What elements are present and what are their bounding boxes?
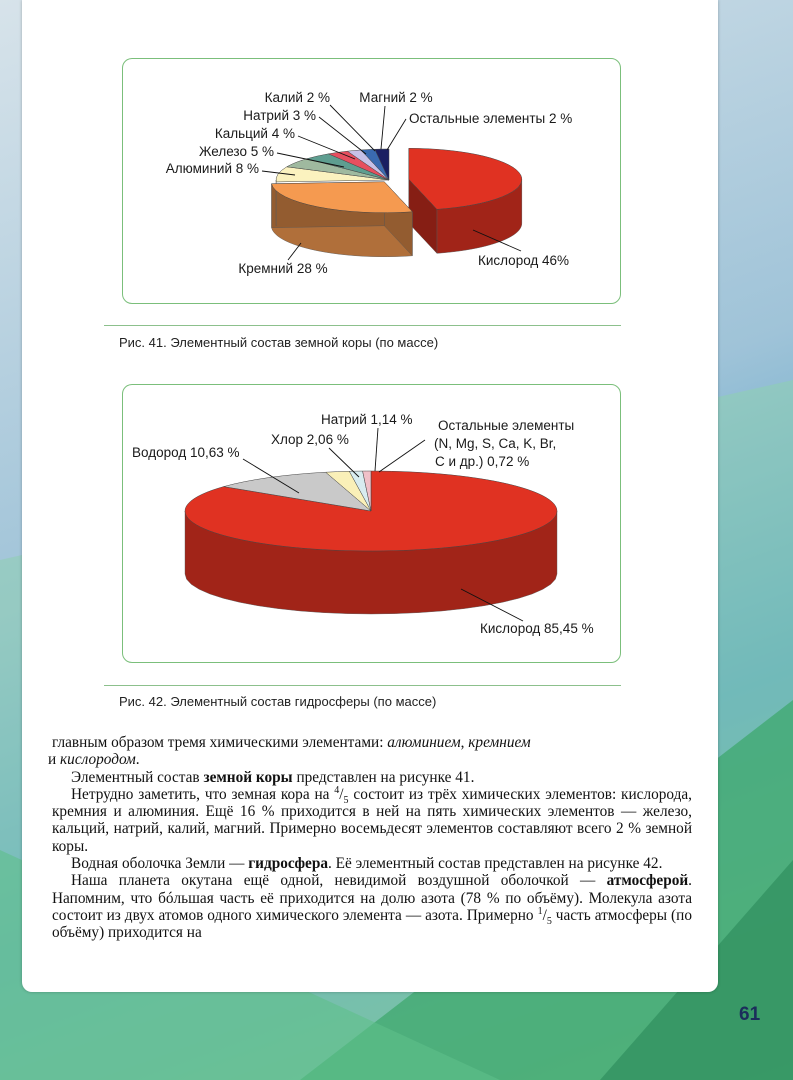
label-kremniy: Кремний 28 % <box>238 261 328 276</box>
figure-41-caption: Рис. 41. Элементный состав земной коры (по массе) <box>119 335 439 350</box>
label-alyuminiy: Алюминий 8 % <box>165 161 259 176</box>
leader-kremniy <box>288 243 301 260</box>
label-vodorod: Водород 10,63 % <box>132 445 240 460</box>
figure-41-pie-chart <box>123 59 620 303</box>
figure-42-caption: Рис. 42. Элементный состав гидросферы (по массе) <box>119 694 437 709</box>
body-text <box>48 734 692 942</box>
paragraph-3: Нетрудно заметить, что земная кора на $^4/_5$ состоит из трёх химических элементов: кислорода, кремния и алюминия. Ещё 16 % приходится в ней на пять химических элементов — железо, кальций, натрий, калий, магний. Примерно восемьдесят элементов составляют всего 2 % земной коры. <box>52 784 692 855</box>
leader-ostalnye <box>387 119 406 150</box>
leader-natriy-hydro <box>375 428 378 471</box>
label-kislorod-hydro: Кислород 85,45 % <box>480 621 594 636</box>
leader-natriy <box>319 117 366 154</box>
page-number: 61 <box>739 1004 761 1025</box>
leader-kaliy <box>330 105 375 151</box>
paragraph-2: Элементный состав земной коры представлен на рисунке 41. <box>71 768 475 786</box>
label-natriy-hydro: Натрий 1,14 % <box>321 412 413 427</box>
leader-ostalnye-hydro <box>379 440 425 472</box>
figure-42-box <box>122 384 621 663</box>
label-kaltsiy: Кальций 4 % <box>214 126 295 141</box>
paragraph-4: Водная оболочка Земли — гидросфера. Её элементный состав представлен на рисунке 42. <box>71 855 663 873</box>
pie-tops <box>185 471 557 551</box>
caption-41-rule <box>104 325 621 326</box>
caption-42-rule <box>104 685 621 686</box>
textbook-page <box>22 0 718 992</box>
label-ostalnye-hydro-1: Остальные элементы <box>438 418 575 433</box>
leader-magniy <box>381 106 385 149</box>
paragraph-1: главным образом тремя химическими элементами: алюминием, кремнием и кислородом. <box>48 734 531 769</box>
figure-42-pie-chart <box>123 385 620 662</box>
label-zhelezo: Железо 5 % <box>198 144 274 159</box>
label-magniy: Магний 2 % <box>359 90 433 105</box>
label-hlor: Хлор 2,06 % <box>271 432 349 447</box>
label-kislorod: Кислород 46% <box>478 253 570 268</box>
label-ostalnye-hydro-3: C и др.) 0,72 % <box>435 454 530 469</box>
label-kaliy: Калий 2 % <box>264 90 330 105</box>
label-natriy: Натрий 3 % <box>243 108 316 123</box>
label-ostalnye: Остальные элементы 2 % <box>409 111 573 126</box>
paragraph-5: Наша планета окутана ещё одной, невидимой воздушной оболочкой — атмосферой. Напомним, что бóльшая часть её приходится на долю азота (78 % по объёму). Молекула азота состоит из двух атомов одного химического элемента — азота. Примерно $^1/_5$ часть атмосферы (по объёму) приходится на <box>52 872 692 942</box>
label-ostalnye-hydro-2: (N, Mg, S, Ca, K, Br, <box>434 436 557 451</box>
figure-41-box <box>122 58 621 304</box>
